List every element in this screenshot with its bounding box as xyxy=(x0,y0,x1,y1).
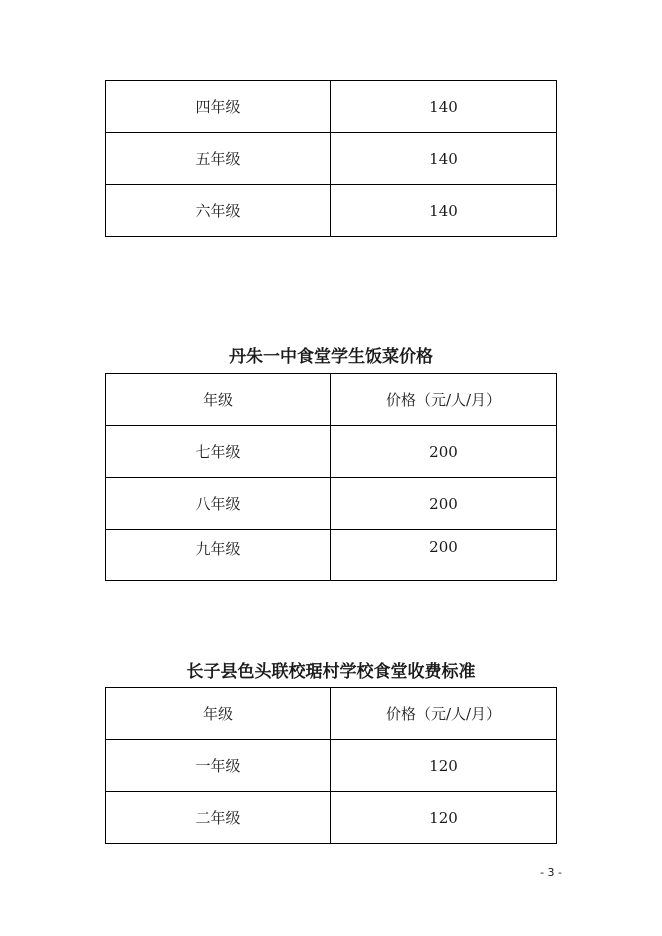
table-row xyxy=(106,792,557,844)
header-price: 价格（元/人/月） xyxy=(331,688,557,740)
table-row xyxy=(106,185,557,237)
price-table-danzhu xyxy=(105,373,557,581)
table-row xyxy=(106,133,557,185)
table-row xyxy=(106,81,557,133)
table-row xyxy=(106,530,557,581)
grade-cell: 六年级 xyxy=(106,185,331,237)
price-table-jucun xyxy=(105,687,557,844)
header-grade: 年级 xyxy=(106,688,331,740)
table-title-danzhu: 丹朱一中食堂学生饭菜价格 xyxy=(229,347,433,367)
grade-cell: 八年级 xyxy=(106,478,331,530)
grade-cell: 九年级 xyxy=(106,530,331,581)
table-header-row xyxy=(106,374,557,426)
header-grade: 年级 xyxy=(106,374,331,426)
table-header-row xyxy=(106,688,557,740)
price-cell: 140 xyxy=(331,81,557,133)
price-cell: 200 xyxy=(331,530,557,581)
price-cell: 140 xyxy=(331,185,557,237)
header-price: 价格（元/人/月） xyxy=(331,374,557,426)
price-cell: 120 xyxy=(331,792,557,844)
table-row xyxy=(106,740,557,792)
grade-cell: 四年级 xyxy=(106,81,331,133)
page-number: - 3 - xyxy=(540,866,562,879)
price-cell: 120 xyxy=(331,740,557,792)
price-table-continued xyxy=(105,80,557,237)
table-row xyxy=(106,426,557,478)
grade-cell: 二年级 xyxy=(106,792,331,844)
price-cell: 200 xyxy=(331,478,557,530)
price-cell: 140 xyxy=(331,133,557,185)
grade-cell: 一年级 xyxy=(106,740,331,792)
price-cell: 200 xyxy=(331,426,557,478)
table-title-jucun: 长子县色头联校琚村学校食堂收费标准 xyxy=(186,662,476,682)
grade-cell: 五年级 xyxy=(106,133,331,185)
grade-cell: 七年级 xyxy=(106,426,331,478)
table-row xyxy=(106,478,557,530)
